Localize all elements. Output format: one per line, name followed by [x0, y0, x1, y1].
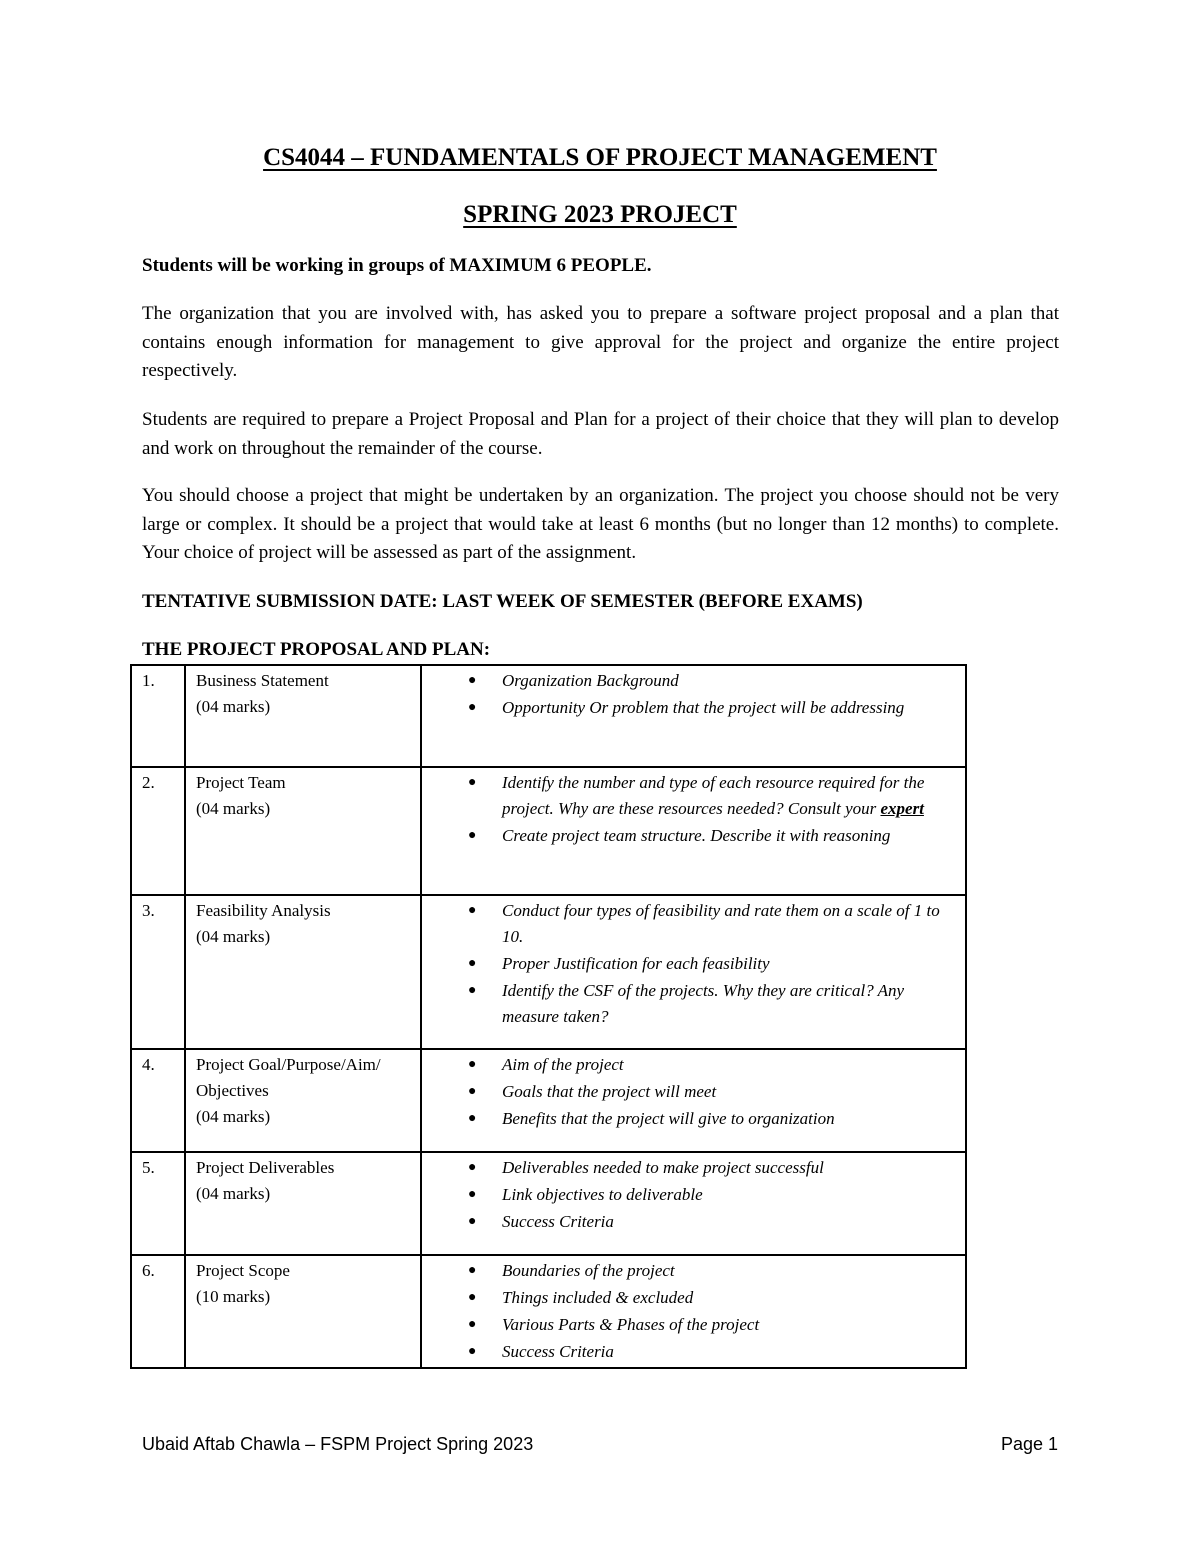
section-cell	[185, 665, 421, 767]
list-item	[438, 1258, 955, 1284]
section-marks: (04 marks)	[196, 927, 271, 946]
row-number: 3.	[131, 895, 185, 1049]
section-marks: (04 marks)	[196, 1107, 271, 1126]
bullet-icon: ●	[468, 1290, 477, 1305]
course-title: CS4044 – FUNDAMENTALS OF PROJECT MANAGEMENT	[263, 144, 937, 171]
requirements-cell	[421, 767, 966, 895]
requirements-list	[438, 668, 955, 721]
list-item-text: Organization Background	[502, 671, 679, 690]
section-marks: (04 marks)	[196, 1184, 271, 1203]
row-number: 1.	[131, 665, 185, 767]
section-name: Feasibility Analysis	[196, 901, 331, 920]
table-row	[131, 665, 966, 767]
section-cell	[185, 1152, 421, 1255]
section-cell	[185, 767, 421, 895]
list-item	[438, 898, 955, 950]
requirements-cell	[421, 1049, 966, 1152]
list-item	[438, 1339, 955, 1365]
section-name: Project Team	[196, 773, 286, 792]
proposal-plan-table	[130, 664, 967, 1369]
plan-heading: THE PROJECT PROPOSAL AND PLAN:	[142, 639, 491, 660]
bullet-icon: ●	[468, 1057, 477, 1072]
table-row	[131, 1152, 966, 1255]
bullet-icon: ●	[468, 700, 477, 715]
requirements-list	[438, 1052, 955, 1132]
section-name: Project Deliverables	[196, 1158, 335, 1177]
bullet-icon: ●	[468, 673, 477, 688]
bullet-icon: ●	[468, 956, 477, 971]
list-item-text: Proper Justification for each feasibility	[502, 954, 770, 973]
section-name: Business Statement	[196, 671, 329, 690]
requirements-list	[438, 1258, 955, 1365]
section-cell	[185, 1255, 421, 1368]
requirements-list	[438, 1155, 955, 1235]
requirements-cell	[421, 1255, 966, 1368]
list-item-text: Link objectives to deliverable	[502, 1185, 703, 1204]
section-cell	[185, 1049, 421, 1152]
bullet-icon: ●	[468, 1263, 477, 1278]
section-name: Project Scope	[196, 1261, 290, 1280]
list-item-text: Various Parts & Phases of the project	[502, 1315, 760, 1334]
list-item	[438, 1285, 955, 1311]
bullet-icon: ●	[468, 1344, 477, 1359]
section-marks: (04 marks)	[196, 697, 271, 716]
list-item	[438, 823, 955, 849]
list-item	[438, 695, 955, 721]
footer-author: Ubaid Aftab Chawla – FSPM Project Spring 2023	[142, 1434, 534, 1454]
table-row	[131, 895, 966, 1049]
list-item	[438, 1182, 955, 1208]
list-item	[438, 1052, 955, 1078]
list-item	[438, 770, 955, 822]
list-item	[438, 668, 955, 694]
section-marks: (10 marks)	[196, 1287, 271, 1306]
list-item-text: Conduct four types of feasibility and rate them on a scale of 1 to 10.	[502, 901, 940, 946]
bullet-icon: ●	[468, 1084, 477, 1099]
bullet-icon: ●	[468, 1187, 477, 1202]
section-cell	[185, 895, 421, 1049]
bullet-icon: ●	[468, 1160, 477, 1175]
list-item	[438, 1106, 955, 1132]
bullet-icon: ●	[468, 983, 477, 998]
bullet-icon: ●	[468, 1317, 477, 1332]
row-number: 2.	[131, 767, 185, 895]
list-item	[438, 951, 955, 977]
row-number: 5.	[131, 1152, 185, 1255]
project-subtitle: SPRING 2023 PROJECT	[463, 201, 737, 228]
intro-paragraph-3: You should choose a project that might be undertaken by an organization. The project you choose should not be very large or complex. It should be a project that would take at least 6 months (but no longer than 12 months) to complete. Your choice of project will be assessed as part of the assignment.	[142, 485, 1059, 563]
requirements-list	[438, 770, 955, 849]
list-item	[438, 1312, 955, 1338]
bullet-icon: ●	[468, 903, 477, 918]
requirements-list	[438, 898, 955, 1030]
list-item-text: Create project team structure. Describe it with reasoning	[502, 826, 891, 845]
section-marks: (04 marks)	[196, 799, 271, 818]
row-number: 6.	[131, 1255, 185, 1368]
list-item-text: Deliverables needed to make project successful	[502, 1158, 824, 1177]
submission-date: TENTATIVE SUBMISSION DATE: LAST WEEK OF SEMESTER (BEFORE EXAMS)	[142, 591, 863, 612]
table-row	[131, 1255, 966, 1368]
bullet-icon: ●	[468, 1111, 477, 1126]
list-item-text: Aim of the project	[502, 1055, 624, 1074]
requirements-cell	[421, 1152, 966, 1255]
list-item-text: Things included & excluded	[502, 1288, 694, 1307]
list-item-text: Identify the CSF of the projects. Why they are critical? Any measure taken?	[502, 981, 905, 1026]
group-size-note: Students will be working in groups of MAXIMUM 6 PEOPLE.	[142, 255, 652, 276]
list-item	[438, 1079, 955, 1105]
list-item-text: Benefits that the project will give to organization	[502, 1109, 835, 1128]
table-row	[131, 1049, 966, 1152]
bullet-icon: ●	[468, 775, 477, 790]
list-item-text: Goals that the project will meet	[502, 1082, 717, 1101]
table-row	[131, 767, 966, 895]
list-item-text: Opportunity Or problem that the project will be addressing	[502, 698, 905, 717]
list-item	[438, 978, 955, 1030]
list-item-text: Identify the number and type of each resource required for the project. Why are these resources needed? Consult your	[502, 773, 925, 818]
row-number: 4.	[131, 1049, 185, 1152]
requirements-cell	[421, 665, 966, 767]
intro-paragraph-1: The organization that you are involved with, has asked you to prepare a software project proposal and a plan that contains enough information for management to give approval for the project and organize the entire project respectively.	[142, 303, 1059, 381]
bullet-icon: ●	[468, 1214, 477, 1229]
list-item-text: Success Criteria	[502, 1342, 614, 1361]
footer-page-number: Page 1	[1000, 1434, 1058, 1454]
list-item-text: Boundaries of the project	[502, 1261, 675, 1280]
emphasis-text: expert	[880, 799, 924, 818]
intro-paragraph-2: Students are required to prepare a Project Proposal and Plan for a project of their choice that they will plan to develop and work on throughout the remainder of the course.	[142, 409, 1059, 459]
list-item	[438, 1155, 955, 1181]
bullet-icon: ●	[468, 828, 477, 843]
list-item-text: Success Criteria	[502, 1212, 614, 1231]
section-name: Project Goal/Purpose/Aim/ Objectives	[196, 1055, 381, 1100]
requirements-cell	[421, 895, 966, 1049]
list-item	[438, 1209, 955, 1235]
